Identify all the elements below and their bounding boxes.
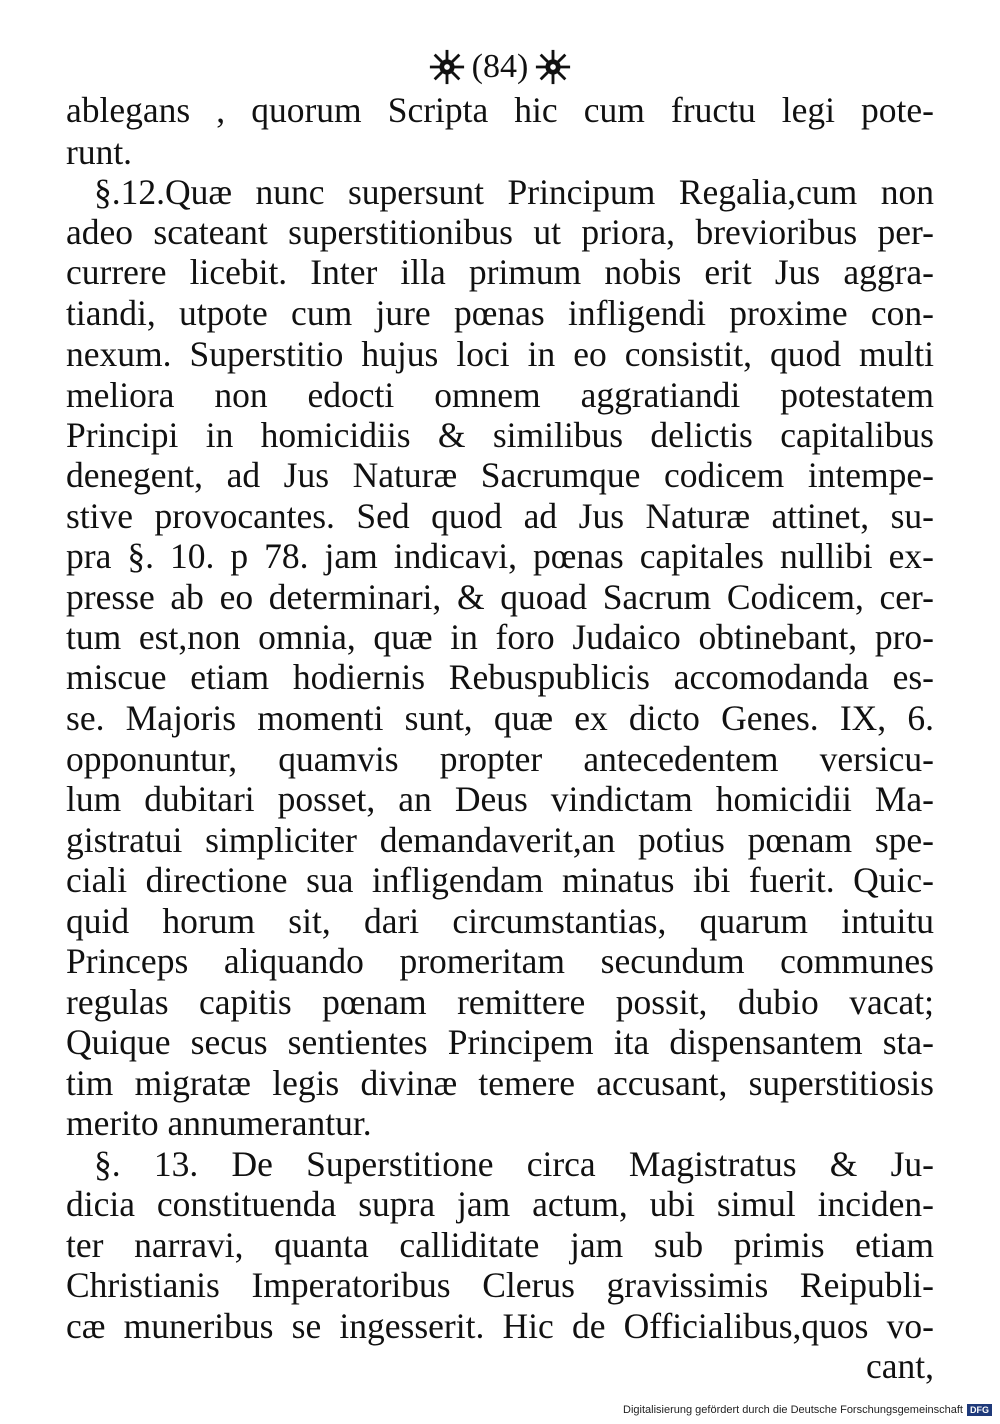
- text-line: presse ab eo determinari, & quoad Sacrum Codicem, cer-: [66, 577, 934, 617]
- dfg-logo: DFG: [967, 1404, 992, 1416]
- text-line: dicia constituenda supra jam actum, ubi simul inciden-: [66, 1184, 934, 1224]
- text-line: Christianis Imperatoribus Clerus gravissimis Reipubli-: [66, 1265, 934, 1305]
- text-line: ablegans , quorum Scripta hic cum fructu legi pote-: [66, 90, 934, 130]
- paragraph-13-start: §. 13. De Superstitione circa Magistratus & Ju-: [94, 1144, 934, 1184]
- footer-text: Digitalisierung gefördert durch die Deutsche Forschungsgemeinschaft: [623, 1404, 963, 1416]
- text-line: lum dubitari posset, an Deus vindictam homicidii Ma-: [66, 779, 934, 819]
- text-line: tum est,non omnia, quæ in foro Judaico obtinebant, pro-: [66, 617, 934, 657]
- text-line: adeo scateant superstitionibus ut priora, brevioribus per-: [66, 212, 934, 252]
- text-line: stive provocantes. Sed quod ad Jus Naturæ attinet, su-: [66, 496, 934, 536]
- text-line: denegent, ad Jus Naturæ Sacrumque codicem intempe-: [66, 455, 934, 495]
- text-line: runt.: [66, 132, 133, 172]
- text-line: Principi in homicidiis & similibus delictis capitalibus: [66, 415, 934, 455]
- text-line: currere licebit. Inter illa primum nobis erit Jus aggra-: [66, 252, 934, 292]
- text-line: quid horum sit, dari circumstantias, quarum intuitu: [66, 901, 934, 941]
- digitization-footer: [623, 1404, 992, 1416]
- text-line: Princeps aliquando promeritam secundum communes: [66, 941, 934, 981]
- text-line: Quique secus sentientes Principem ita dispensantem sta-: [66, 1022, 934, 1062]
- text-line: ter narravi, quanta calliditate jam sub primis etiam: [66, 1225, 934, 1265]
- text-line: meliora non edocti omnem aggratiandi potestatem: [66, 375, 934, 415]
- text-line: tiandi, utpote cum jure pœnas infligendi proxime con-: [66, 293, 934, 333]
- catchword: cant,: [865, 1346, 934, 1386]
- text-line: opponuntur, quamvis propter antecedentem versicu-: [66, 739, 934, 779]
- text-line: ciali directione sua infligendam minatus ibi fuerit. Quic-: [66, 860, 934, 900]
- text-line: cæ muneribus se ingesserit. Hic de Officialibus,quos vo-: [66, 1306, 934, 1346]
- text-line: pra §. 10. p 78. jam indicavi, pœnas capitales nullibi ex-: [66, 536, 934, 576]
- text-line: tim migratæ legis divinæ temere accusant, superstitiosis: [66, 1063, 934, 1103]
- paragraph-12-start: §.12.Quæ nunc supersunt Principum Regalia,cum non: [94, 172, 934, 212]
- ornament-right-icon: [534, 48, 572, 86]
- text-line: miscue etiam hodiernis Rebuspublicis accomodanda es-: [66, 657, 934, 697]
- text-line: merito annumerantur.: [66, 1103, 372, 1143]
- page-number: (84): [471, 48, 529, 85]
- text-line: se. Majoris momenti sunt, quæ ex dicto Genes. IX, 6.: [66, 698, 934, 738]
- text-line: gistratui simpliciter demandaverit,an potius pœnam spe-: [66, 820, 934, 860]
- text-line: nexum. Superstitio hujus loci in eo consistit, quod multi: [66, 334, 934, 374]
- text-line: regulas capitis pœnam remittere possit, dubio vacat;: [66, 982, 934, 1022]
- page-header: [0, 42, 1000, 92]
- ornament-left-icon: [428, 48, 466, 86]
